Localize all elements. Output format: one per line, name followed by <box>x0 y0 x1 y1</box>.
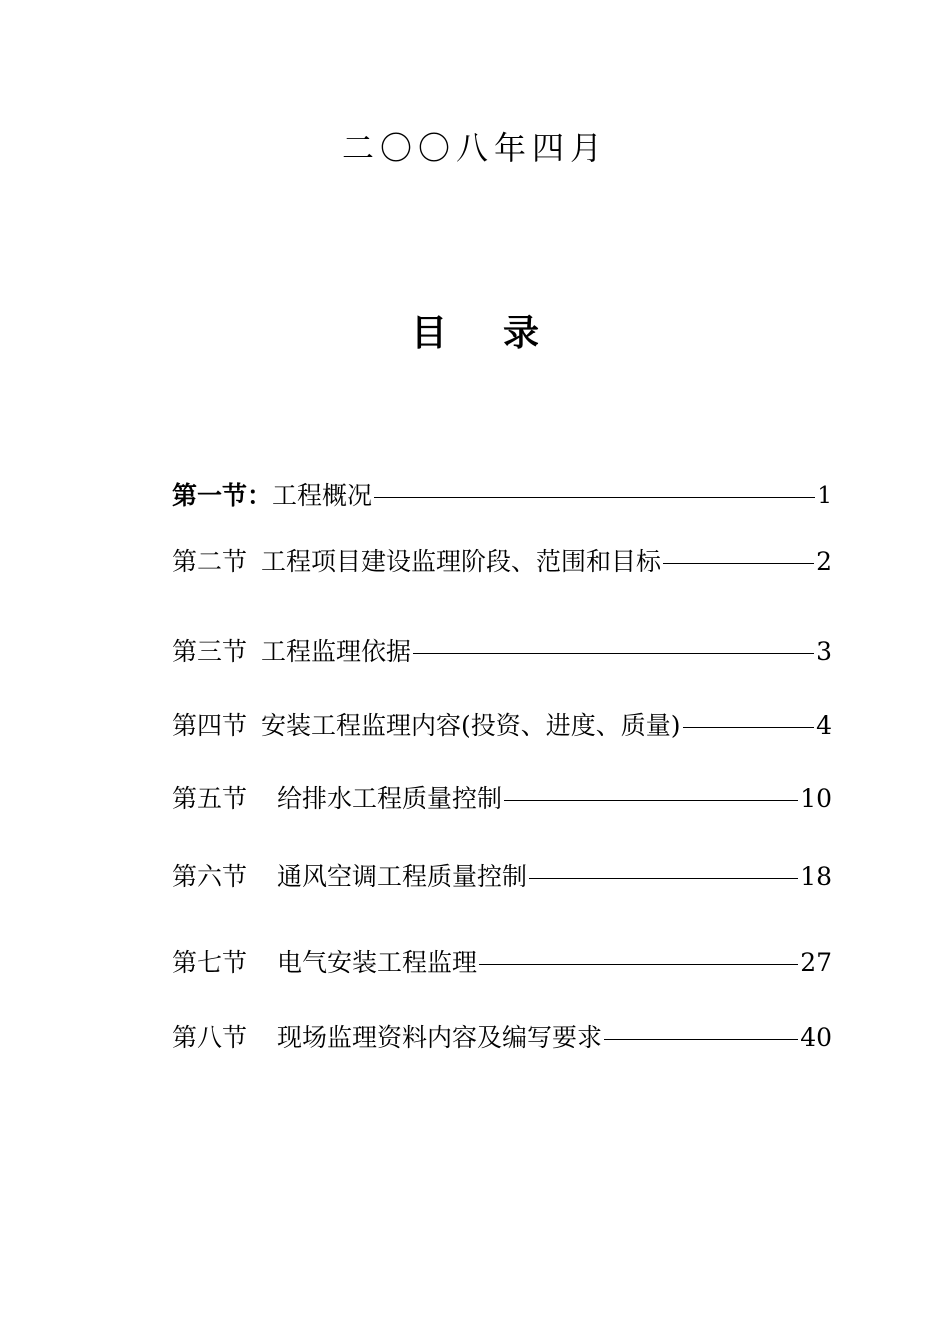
toc-page-number: 27 <box>800 948 832 977</box>
toc-section-title: 现场监理资料内容及编写要求 <box>277 1023 603 1052</box>
toc-section-number: 第二节 <box>172 547 248 576</box>
toc-section-title: 通风空调工程质量控制 <box>277 862 528 891</box>
toc-dot-leader <box>529 878 798 879</box>
toc-entry-7[interactable] <box>172 943 832 983</box>
toc-section-title: 工程监理依据 <box>261 637 412 666</box>
toc-entry-5[interactable] <box>172 779 832 819</box>
toc-dot-leader <box>504 800 798 801</box>
toc-dot-leader <box>479 964 798 965</box>
toc-section-title: 电气安装工程监理 <box>277 948 478 977</box>
toc-entry-1[interactable] <box>172 476 832 516</box>
toc-dot-leader <box>663 563 814 564</box>
toc-entry-8[interactable] <box>172 1018 832 1058</box>
toc-page-number: 2 <box>816 547 832 576</box>
toc-page-number: 3 <box>816 637 832 666</box>
toc-section-title: 给排水工程质量控制 <box>277 784 503 813</box>
toc-dot-leader <box>413 653 814 654</box>
toc-section-number: 第七节 <box>172 948 248 977</box>
toc-section-title: 工程概况 <box>272 481 373 510</box>
document-date: 二〇〇八年四月 <box>341 129 608 167</box>
toc-entry-3[interactable] <box>172 632 832 672</box>
toc-page-number: 4 <box>816 711 832 740</box>
toc-dot-leader <box>374 497 815 498</box>
toc-section-number: 第四节 <box>172 711 248 740</box>
toc-heading-char-1: 目 <box>410 312 447 354</box>
toc-section-title: 工程项目建设监理阶段、范围和目标 <box>261 547 662 576</box>
toc-section-number: 第八节 <box>172 1023 248 1052</box>
toc-section-number: 第五节 <box>172 784 248 813</box>
toc-heading-char-2: 录 <box>503 312 540 354</box>
toc-dot-leader <box>683 727 815 728</box>
toc-section-number: 第一节： <box>172 481 273 510</box>
toc-dot-leader <box>604 1039 798 1040</box>
toc-page-number: 1 <box>817 483 832 509</box>
toc-entry-6[interactable] <box>172 857 832 897</box>
toc-section-number: 第六节 <box>172 862 248 891</box>
toc-section-title: 安装工程监理内容(投资、进度、质量) <box>261 711 681 740</box>
toc-page-number: 18 <box>800 862 832 891</box>
toc-page-number: 10 <box>800 784 832 813</box>
toc-entry-2[interactable] <box>172 542 832 582</box>
toc-page-number: 40 <box>800 1023 832 1052</box>
toc-entry-4[interactable] <box>172 706 832 746</box>
toc-section-number: 第三节 <box>172 637 248 666</box>
